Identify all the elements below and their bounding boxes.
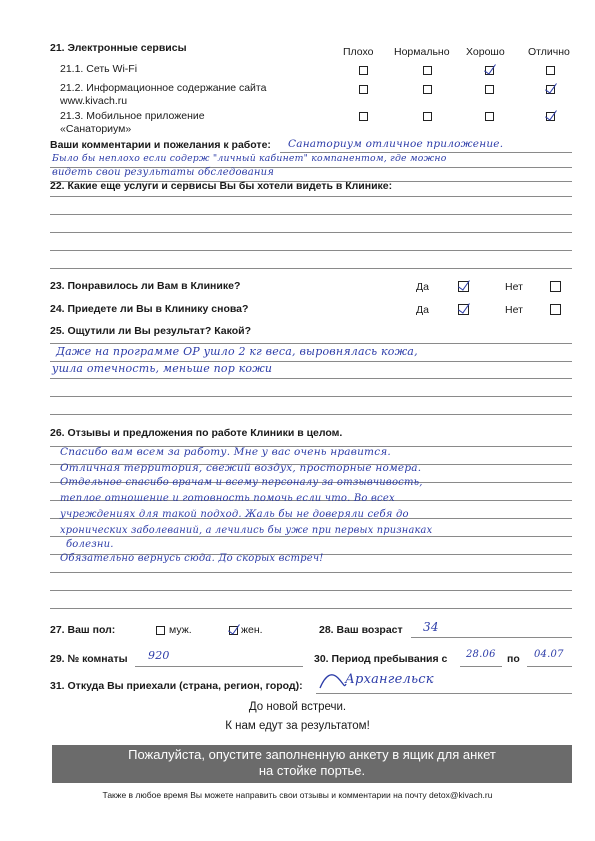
instruction-banner [52, 745, 572, 783]
q22-label: 22. Какие еще услуги и сервисы Вы бы хотели видеть в Клинике: [50, 180, 393, 192]
q24-yes-label: Да [416, 304, 429, 316]
q21-3-normal-checkbox[interactable] [423, 112, 432, 121]
q26-line-10 [50, 608, 572, 609]
closing-line-2: К нам едут за результатом! [225, 720, 370, 732]
q28-line [411, 637, 572, 638]
q23-no-checkbox[interactable] [550, 281, 561, 292]
q21-2-normal-checkbox[interactable] [423, 85, 432, 94]
q21-3-excellent-checkbox[interactable] [546, 112, 555, 121]
q21-1-label: 21.1. Сеть Wi-Fi [60, 63, 138, 75]
q26-answer-line-8[interactable]: Обязательно вернусь сюда. До скорых встреч! [60, 553, 324, 564]
q24-yes-checkbox[interactable] [458, 304, 469, 315]
q30-to-label: по [507, 653, 520, 665]
q21-2-good-checkbox[interactable] [485, 85, 494, 94]
q23-label: 23. Понравилось ли Вам в Клинике? [50, 280, 241, 292]
q26-line-9 [50, 590, 572, 591]
q21-3-label: 21.3. Мобильное приложение [60, 110, 205, 122]
comments-answer-line-2[interactable]: Было бы неплохо если содерж "личный кабинет" компанентом, где можно [52, 153, 447, 164]
q26-answer-line-2[interactable]: Отличная территория, свежий воздух, просторные номера. [60, 462, 422, 474]
q21-1-bad-checkbox[interactable] [359, 66, 368, 75]
q27-female-label: жен. [241, 624, 263, 636]
q30-to-line [527, 666, 572, 667]
q26-line-8 [50, 572, 572, 573]
q26-answer-line-3[interactable]: Отдельное спасибо врачам и всему персоналу за отзывчивость, [60, 477, 423, 488]
q24-no-checkbox[interactable] [550, 304, 561, 315]
q27-male-label: муж. [169, 624, 192, 636]
q21-2-label-url: www.kivach.ru [60, 95, 128, 107]
q21-3-label-app: «Санаториум» [60, 123, 132, 135]
q28-age-value[interactable]: 34 [423, 620, 439, 634]
q30-from-value[interactable]: 28.06 [466, 649, 496, 660]
q26-answer-line-4[interactable]: теплое отношение и готовность помочь если что. Во всех [60, 493, 395, 504]
q22-line-1 [50, 196, 572, 197]
q27-female-checkbox[interactable] [229, 626, 238, 635]
header-bad: Плохо [343, 46, 374, 58]
q26-answer-line-6[interactable]: хронических заболеваний, а лечились бы уже при первых признаках [60, 525, 433, 536]
q31-city-value[interactable]: Архангельск [345, 672, 434, 687]
q25-label: 25. Ощутили ли Вы результат? Какой? [50, 325, 252, 337]
q31-line [316, 693, 572, 694]
q26-label: 26. Отзывы и предложения по работе Клиники в целом. [50, 427, 343, 439]
q22-line-2 [50, 214, 572, 215]
q31-label: 31. Откуда Вы приехали (страна, регион, город): [50, 680, 303, 692]
q22-line-3 [50, 232, 572, 233]
q25-line-1 [50, 343, 572, 344]
q21-title: 21. Электронные сервисы [50, 42, 187, 54]
q27-male-checkbox[interactable] [156, 626, 165, 635]
q21-1-excellent-checkbox[interactable] [546, 66, 555, 75]
banner-line-1: Пожалуйста, опустите заполненную анкету в ящик для анкет [128, 747, 496, 762]
q25-line-5 [50, 414, 572, 415]
q26-answer-line-5[interactable]: учреждениях для такой подход. Жаль бы не доверяли себя до [60, 509, 409, 520]
q25-line-4 [50, 396, 572, 397]
q27-label: 27. Ваш пол: [50, 624, 116, 636]
q23-yes-label: Да [416, 281, 429, 293]
q22-line-5 [50, 268, 572, 269]
q23-yes-checkbox[interactable] [458, 281, 469, 292]
header-good: Хорошо [466, 46, 505, 58]
q25-line-3 [50, 378, 572, 379]
header-excellent: Отлично [528, 46, 570, 58]
q23-no-label: Нет [505, 281, 523, 293]
comments-answer-line-1[interactable]: Санаториум отличное приложение. [288, 138, 504, 150]
q29-label: 29. № комнаты [50, 653, 128, 665]
q22-line-4 [50, 250, 572, 251]
q21-3-bad-checkbox[interactable] [359, 112, 368, 121]
header-normal: Нормально [394, 46, 450, 58]
q30-label: 30. Период пребывания с [314, 653, 448, 665]
q29-room-value[interactable]: 920 [148, 649, 170, 662]
q26-answer-line-7[interactable]: болезни. [66, 539, 114, 550]
comments-label: Ваши комментарии и пожелания к работе: [50, 139, 271, 151]
q21-2-label: 21.2. Информационное содержание сайта [60, 82, 267, 94]
q29-line [135, 666, 303, 667]
q21-2-bad-checkbox[interactable] [359, 85, 368, 94]
q25-answer-line-1[interactable]: Даже на программе ОР ушло 2 кг веса, выровнялась кожа, [56, 345, 418, 358]
q21-3-good-checkbox[interactable] [485, 112, 494, 121]
handwriting-flourish-icon [318, 670, 348, 692]
q26-line-6 [50, 536, 572, 537]
comments-answer-line-3[interactable]: видеть свои результаты обследования [52, 167, 275, 178]
q30-from-line [460, 666, 502, 667]
q25-answer-line-2[interactable]: ушла отечность, меньше пор кожи [52, 362, 273, 375]
closing-line-1: До новой встречи. [248, 701, 347, 713]
banner-line-2: на стойке портье. [258, 763, 366, 778]
footer-note: Также в любое время Вы можете направить свои отзывы и комментарии на почту detox@kivach.ru [102, 790, 493, 800]
q21-2-excellent-checkbox[interactable] [546, 85, 555, 94]
q28-label: 28. Ваш возраст [319, 624, 403, 636]
q26-answer-line-1[interactable]: Спасибо вам всем за работу. Мне у вас очень нравится. [60, 446, 391, 458]
q21-1-normal-checkbox[interactable] [423, 66, 432, 75]
q24-no-label: Нет [505, 304, 523, 316]
q30-to-value[interactable]: 04.07 [534, 649, 564, 660]
q24-label: 24. Приедете ли Вы в Клинику снова? [50, 303, 249, 315]
q21-1-good-checkbox[interactable] [485, 66, 494, 75]
